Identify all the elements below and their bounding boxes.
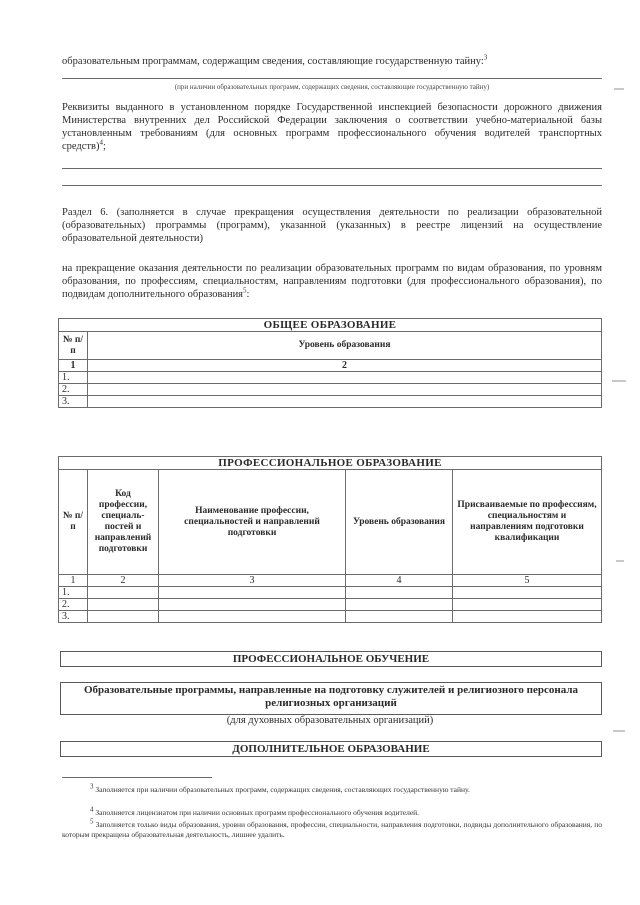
requisites-tail: ; bbox=[102, 141, 106, 152]
footnote-4 bbox=[62, 805, 602, 818]
intro-underline bbox=[62, 78, 602, 79]
row-cell bbox=[159, 599, 346, 611]
footnote-4-number: 4 bbox=[90, 805, 94, 814]
professional-training-heading: ПРОФЕССИОНАЛЬНОЕ ОБУЧЕНИЕ bbox=[60, 651, 602, 667]
scan-artifact bbox=[613, 730, 625, 732]
intro-caption: (при наличии образовательных программ, содержащих сведения, составляющие государственную тайну) bbox=[174, 83, 490, 91]
footnote-3-number: 3 bbox=[90, 782, 94, 791]
row-cell bbox=[88, 587, 159, 599]
row-cell bbox=[346, 587, 453, 599]
row-cell bbox=[453, 587, 602, 599]
intro-line bbox=[62, 55, 602, 68]
termination-tail: : bbox=[246, 289, 250, 300]
col-number-header: № п/п bbox=[59, 470, 88, 575]
row-level-cell bbox=[88, 396, 602, 408]
footnote-3-text: Заполняется при наличии образовательных программ, содержащих сведения, составляющих государственную тайну. bbox=[95, 785, 470, 794]
col-index-1: 1 bbox=[59, 575, 88, 587]
row-cell bbox=[159, 611, 346, 623]
table-row bbox=[59, 587, 602, 599]
termination-paragraph bbox=[62, 262, 602, 301]
religious-programs-heading: Образовательные программы, направленные на подготовку служителей и религиозного персонала религиозных организаций bbox=[60, 682, 602, 715]
col-index-2: 2 bbox=[88, 360, 602, 372]
scan-artifact bbox=[612, 380, 626, 382]
footnote-5-number: 5 bbox=[90, 817, 94, 826]
row-number: 1. bbox=[59, 587, 88, 599]
col-name-header: Наименование профессии, специальностей и направлений подготовки bbox=[159, 470, 346, 575]
col-code-header: Код профессии, специаль-постей и направлений подготовки bbox=[88, 470, 159, 575]
footnote-3 bbox=[62, 782, 602, 795]
section6-paragraph: Раздел 6. (заполняется в случае прекращения осуществления деятельности по реализации образовательной (образовательных) программы (программ), указанной (указанных) в реестре лицензий на осуществление образовательной деятельности) bbox=[62, 207, 602, 244]
footnote-4-text: Заполняется лицензиатом при наличии основных программ профессионального обучения водителей. bbox=[95, 808, 420, 817]
col-index-3: 3 bbox=[159, 575, 346, 587]
col-index-4: 4 bbox=[346, 575, 453, 587]
footnote-ref-4: 4 bbox=[99, 138, 103, 147]
termination-text: на прекращение оказания деятельности по реализации образовательных программ по видам образования, по уровням образования, по профессиям, специальностям, направлениям подготовки (для профессионального образования), по подвидам дополнительного образования bbox=[62, 263, 602, 300]
col-index-5: 5 bbox=[453, 575, 602, 587]
footnote-ref-3: 3 bbox=[483, 53, 488, 62]
requisites-text: Реквизиты выданного в установленном порядке Государственной инспекцией безопасности дорожного движения Министерства внутренних дел Российской Федерации заключения о соответствии учебно-материальной базы установленным требованиям (для основных программ профессионального обучения водителей транспортных средств) bbox=[62, 102, 602, 152]
table-row bbox=[59, 611, 602, 623]
scan-artifact bbox=[616, 560, 624, 562]
row-number: 2. bbox=[59, 384, 88, 396]
general-education-table bbox=[58, 318, 602, 408]
table-row bbox=[59, 384, 602, 396]
row-number: 3. bbox=[59, 611, 88, 623]
table-row bbox=[59, 599, 602, 611]
row-cell bbox=[453, 599, 602, 611]
col-level-header: Уровень образования bbox=[346, 470, 453, 575]
row-number: 2. bbox=[59, 599, 88, 611]
col-index-1: 1 bbox=[59, 360, 88, 372]
row-level-cell bbox=[88, 372, 602, 384]
row-number: 1. bbox=[59, 372, 88, 384]
requisites-underline-1 bbox=[62, 168, 602, 169]
additional-education-heading: ДОПОЛНИТЕЛЬНОЕ ОБРАЗОВАНИЕ bbox=[60, 741, 602, 757]
col-index-2: 2 bbox=[88, 575, 159, 587]
scan-artifact bbox=[614, 88, 624, 90]
footnote-separator bbox=[62, 777, 212, 778]
row-number: 3. bbox=[59, 396, 88, 408]
footnote-ref-5: 5 bbox=[243, 286, 247, 295]
row-cell bbox=[88, 611, 159, 623]
requisites-paragraph bbox=[62, 101, 602, 153]
table-row bbox=[59, 396, 602, 408]
col-qualification-header: Присваиваемые по профессиям, специальностям и направлениям подготовки квалификации bbox=[453, 470, 602, 575]
row-level-cell bbox=[88, 384, 602, 396]
footnote-5 bbox=[62, 817, 602, 840]
col-number-header: № п/п bbox=[59, 332, 88, 360]
row-cell bbox=[453, 611, 602, 623]
requisites-underline-2 bbox=[62, 185, 602, 186]
col-level-header: Уровень образования bbox=[88, 332, 602, 360]
row-cell bbox=[159, 587, 346, 599]
row-cell bbox=[346, 599, 453, 611]
row-cell bbox=[346, 611, 453, 623]
table-row bbox=[59, 372, 602, 384]
row-cell bbox=[88, 599, 159, 611]
intro-line-text: образовательным программам, содержащим сведения, составляющие государственную тайну: bbox=[62, 56, 484, 67]
professional-education-title: ПРОФЕССИОНАЛЬНОЕ ОБРАЗОВАНИЕ bbox=[59, 457, 602, 470]
religious-programs-note: (для духовных образовательных организаций) bbox=[226, 715, 434, 726]
footnote-5-text: Заполняется только виды образования, уровни образования, профессии, специальности, направления подготовки, подвиды дополнительного образования, по которым прекращена образовательная деятельность, лишнее удалить. bbox=[62, 820, 602, 839]
professional-education-table bbox=[58, 456, 602, 623]
general-education-title: ОБЩЕЕ ОБРАЗОВАНИЕ bbox=[59, 319, 602, 332]
